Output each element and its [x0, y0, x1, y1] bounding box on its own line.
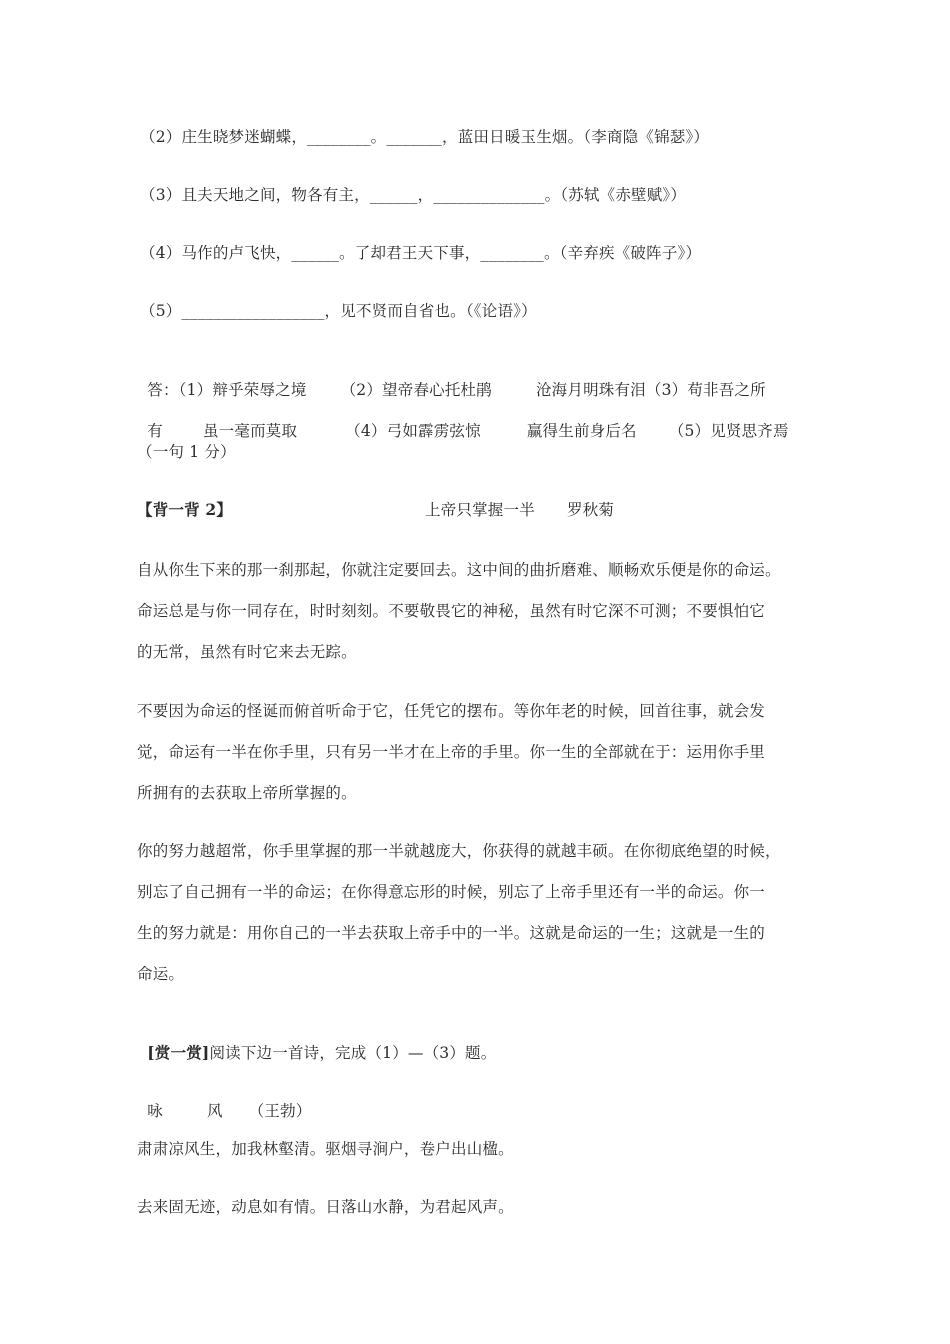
recite-label: 【背一背 2】 — [137, 500, 233, 519]
appreciate-instruction: 阅读下边一首诗，完成（1）—（3）题。 — [209, 1044, 497, 1062]
paragraph-3-line-2: 别忘了自己拥有一半的命运；在你得意忘形的时候，别忘了上帝手里还有一半的命运。你一 — [137, 883, 766, 901]
answer-line-1 — [137, 360, 766, 400]
answer-3b: 虽一毫而莫取 — [202, 422, 298, 440]
paragraph-2-line-1: 不要因为命运的怪诞而俯首听命于它，任凭它的摆布。等你年老的时候，回首往事，就会发 — [137, 702, 766, 720]
paragraph-2-line-2: 觉，命运有一半在你手里，只有另一半才在上帝的手里。你一生的全部就在于：运用你手里 — [137, 743, 766, 761]
paragraph-1-line-2: 命运总是与你一同存在，时时刻刻。不要敬畏它的神秘，虽然有时它深不可测；不要惧怕它 — [137, 602, 766, 620]
poem-title-1: 咏 — [147, 1102, 163, 1120]
answer-line-2 — [137, 401, 789, 441]
poem-author: （王勃） — [248, 1102, 312, 1120]
paragraph-3-line-3: 生的努力就是：用你自己的一半去获取上帝手中的一半。这就是命运的一生；这就是一生的 — [137, 924, 766, 942]
question-5: （5）__________________，见不贤而自省也。（《论语》） — [140, 302, 537, 320]
recite-author: 罗秋菊 — [567, 501, 615, 519]
answer-2b: 沧海月明珠有泪 — [535, 381, 646, 399]
answer-4b: 赢得生前身后名 — [526, 422, 637, 440]
poem-title-2: 风 — [206, 1102, 223, 1120]
answer-score: （一句 1 分） — [137, 443, 236, 461]
question-2: （2）庄生晓梦迷蝴蝶，________。_______，蓝田日暖玉生烟。（李商隐《锦瑟》） — [140, 128, 710, 146]
poem-line-1: 肃肃凉风生，加我林壑清。驱烟寻涧户，卷户出山楹。 — [137, 1140, 514, 1158]
poem-line-2: 去来固无迹，动息如有情。日落山水静，为君起风声。 — [137, 1198, 514, 1216]
answer-3: （3）苟非吾之所 — [645, 381, 766, 399]
answer-4: （4）弓如霹雳弦惊 — [345, 422, 481, 440]
appreciate-label: [赏一赏] — [147, 1043, 210, 1062]
paragraph-1-line-3: 的无常，虽然有时它来去无踪。 — [137, 643, 357, 661]
paragraph-3-line-1: 你的努力越超常，你手里掌握的那一半就越庞大，你获得的就越丰硕。在你彻底绝望的时候， — [137, 842, 781, 860]
question-3: （3）且夫天地之间，物各有主，______，______________。（苏轼《赤壁赋》） — [140, 186, 687, 204]
answer-label: 答： — [147, 381, 179, 399]
answer-2: （2）望帝春心托杜鹃 — [340, 381, 492, 399]
question-4: （4）马作的卢飞快，______。了却君王天下事，________。（辛弃疾《破阵子》） — [140, 244, 702, 262]
answer-5: （5）见贤思齐焉 — [668, 422, 789, 440]
paragraph-3-line-4: 命运。 — [137, 965, 185, 983]
poem-title-line — [137, 1081, 311, 1121]
answer-3-cont: 有 — [147, 422, 163, 440]
paragraph-1-line-1: 自从你生下来的那一刹那起，你就注定要回去。这中间的曲折磨难、顺畅欢乐便是你的命运。 — [137, 561, 781, 579]
appreciate-instruction-line — [137, 1023, 496, 1063]
recite-title: 上帝只掌握一半 — [425, 501, 535, 519]
paragraph-2-line-3: 所拥有的去获取上帝所掌握的。 — [137, 784, 357, 802]
answer-1: （1）辩乎荣辱之境 — [178, 381, 307, 399]
